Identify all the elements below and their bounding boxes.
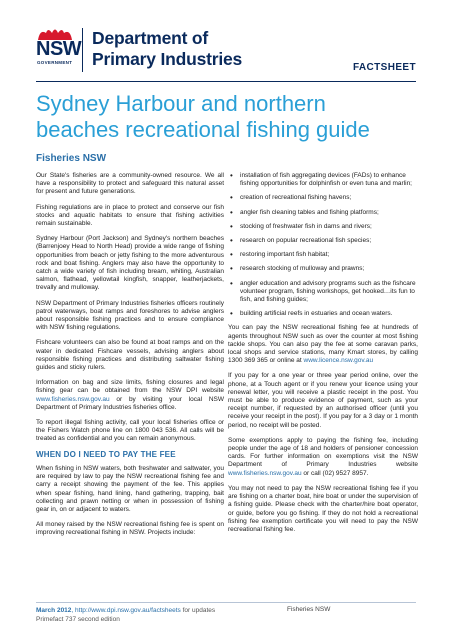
projects-list bbox=[228, 172, 418, 318]
paragraph: Fishing regulations are in place to protect and conserve our fish stocks and aquatic habitats to ensure that fishing activities remain sustainable. bbox=[36, 203, 224, 228]
list-item: • stocking of freshwater fish in dams and rivers; bbox=[228, 223, 418, 231]
list-item: • restoring important fish habitat; bbox=[228, 251, 418, 259]
department-name bbox=[92, 28, 242, 70]
list-item: • research stocking of mulloway and prawns; bbox=[228, 265, 418, 273]
title-line-2: beaches recreational fishing guide bbox=[36, 117, 370, 142]
paragraph bbox=[228, 437, 418, 478]
paragraph: Fishcare volunteers can also be found at boat ramps and on the water in dedicated Fishcare vessels, advising anglers about responsible fishing practices and distributing saltwater fishing guides and sticky rulers. bbox=[36, 339, 224, 372]
paragraph: Sydney Harbour (Port Jackson) and Sydney's northern beaches (Barrenjoey Head to North Head) provide a wide range of fishing opportunities from beach or jetty fishing to the more adventurous rock and boat fishing. Anglers may also have the opportunity to catch a wide variety of fish including bream, whiting, Australian salmon, flathead, yellowtail kingfish, snapper, leatherjackets, trevally and mulloway. bbox=[36, 235, 224, 292]
paragraph: Our State's fisheries are a community-owned resource. We all have a responsibility to protect and safeguard this natural asset for present and future generations. bbox=[36, 172, 224, 196]
logo-government-text: GOVERNMENT bbox=[37, 60, 73, 65]
footer-rule bbox=[36, 602, 416, 603]
header bbox=[0, 0, 452, 80]
text: You can pay the NSW recreational fishing fee at hundreds of agents throughout NSW such as over the counter at most fishing tackle shops. You can also pay the fee at some caravan parks, local shops and service stations, many Kmart stores, by calling 1300 369 365 or online at bbox=[228, 324, 418, 365]
paragraph bbox=[36, 379, 224, 412]
text: or call (02) 9527 8957. bbox=[301, 469, 369, 477]
fisheries-website-link[interactable]: www.fisheries.nsw.gov.au bbox=[36, 395, 110, 403]
department-line-1: Department of bbox=[92, 28, 209, 48]
header-rule bbox=[36, 81, 416, 82]
factsheets-link[interactable]: http://www.dpi.nsw.gov.au/factsheets bbox=[75, 607, 181, 614]
page-subtitle: Fisheries NSW bbox=[36, 153, 107, 164]
text: or by visiting your local NSW Department of Primary Industries fisheries office. bbox=[36, 395, 224, 411]
page-title bbox=[36, 91, 426, 143]
licence-website-link[interactable]: www.licence.nsw.gov.au bbox=[303, 357, 374, 365]
paragraph bbox=[228, 324, 418, 365]
paragraph: NSW Department of Primary Industries fisheries officers routinely patrol waterways, boat ramps and foreshores to advise anglers about responsible fishing practices and to ensure compliance with NSW fishing regulations. bbox=[36, 299, 224, 332]
paragraph: You may not need to pay the NSW recreational fishing fee if you are fishing on a charter boat, hire boat or under the supervision of a fishing guide. Please check with the charter/hire boat operator, or guide, before you go fishing. If they do not hold a recreational fishing fee exemption certificate you will need to pay the NSW recreational fishing fee. bbox=[228, 484, 418, 533]
text: Some exemptions apply to paying the fishing fee, including people under the age of 18 and holders of pensioner concession cards. For further information on exemptions visit the NSW Department of Primary Industries website bbox=[228, 436, 418, 469]
title-line-1: Sydney Harbour and northern bbox=[36, 91, 326, 116]
list-item: • angler fish cleaning tables and fishing platforms; bbox=[228, 209, 418, 217]
paragraph: To report illegal fishing activity, call your local fisheries office or the Fishers Watch phone line on 1800 043 536. All calls will be treated as confidential and you can remain anonymous. bbox=[36, 419, 224, 443]
department-line-2: Primary Industries bbox=[92, 49, 243, 69]
list-item: • creation of recreational fishing havens; bbox=[228, 194, 418, 202]
primefact-number: Primefact 737 second edition bbox=[36, 616, 120, 623]
logo-divider bbox=[82, 28, 83, 72]
section-heading: WHEN DO I NEED TO PAY THE FEE bbox=[36, 449, 176, 459]
fisheries-website-link[interactable]: www.fisheries.nsw.gov.au bbox=[228, 469, 302, 477]
list-item: • angler education and advisory programs such as the fishcare volunteer program, fishing workshops, get hooked…its fun to fish, and fishing guides; bbox=[228, 280, 418, 305]
footer-org: Fisheries NSW bbox=[287, 606, 331, 613]
list-item: • research on popular recreational fish species; bbox=[228, 237, 418, 245]
footer-line-1: March 2012, http://www.dpi.nsw.gov.au/factsheets for updates bbox=[36, 607, 216, 614]
left-column bbox=[36, 172, 224, 545]
right-column bbox=[228, 172, 418, 541]
factsheet-label: FACTSHEET bbox=[352, 62, 416, 73]
logo-nsw-text: NSW bbox=[36, 38, 82, 60]
list-item: • building artificial reefs in estuaries and ocean waters. bbox=[228, 310, 418, 318]
text: Information on bag and size limits, fishing closures and legal fishing gear can be obtained from the NSW DPI website bbox=[36, 379, 224, 395]
footer-date: March 2012 bbox=[36, 607, 72, 614]
footer-link-suffix: for updates bbox=[180, 607, 216, 614]
paragraph: When fishing in NSW waters, both freshwater and saltwater, you are required by law to pay the NSW recreational fishing fee and carry a receipt showing the payment of the fee. This applies when spear fishing, hand lining, hand gathering, trapping, bait collecting and prawn netting or when in possession of fishing gear in, on or adjacent to waters. bbox=[36, 464, 224, 513]
footer-left bbox=[36, 606, 215, 624]
list-item: • installation of fish aggregating devices (FADs) to enhance fishing opportunities for dolphinfish or even tuna and marlin; bbox=[228, 172, 418, 188]
paragraph: All money raised by the NSW recreational fishing fee is spent on improving recreational fishing in NSW. Projects include: bbox=[36, 521, 224, 537]
paragraph: If you pay for a one year or three year period online, over the phone, at a Touch agent or if you renew your licence using your renewal letter, you will receive a plastic receipt in the post. You must be able to produce evidence of payment, such as your receipt number, if requested by an authorised officer (until you receive your receipt in the post). If you pay for a 3 day or 1 month period, no receipt will be posted. bbox=[228, 372, 418, 429]
